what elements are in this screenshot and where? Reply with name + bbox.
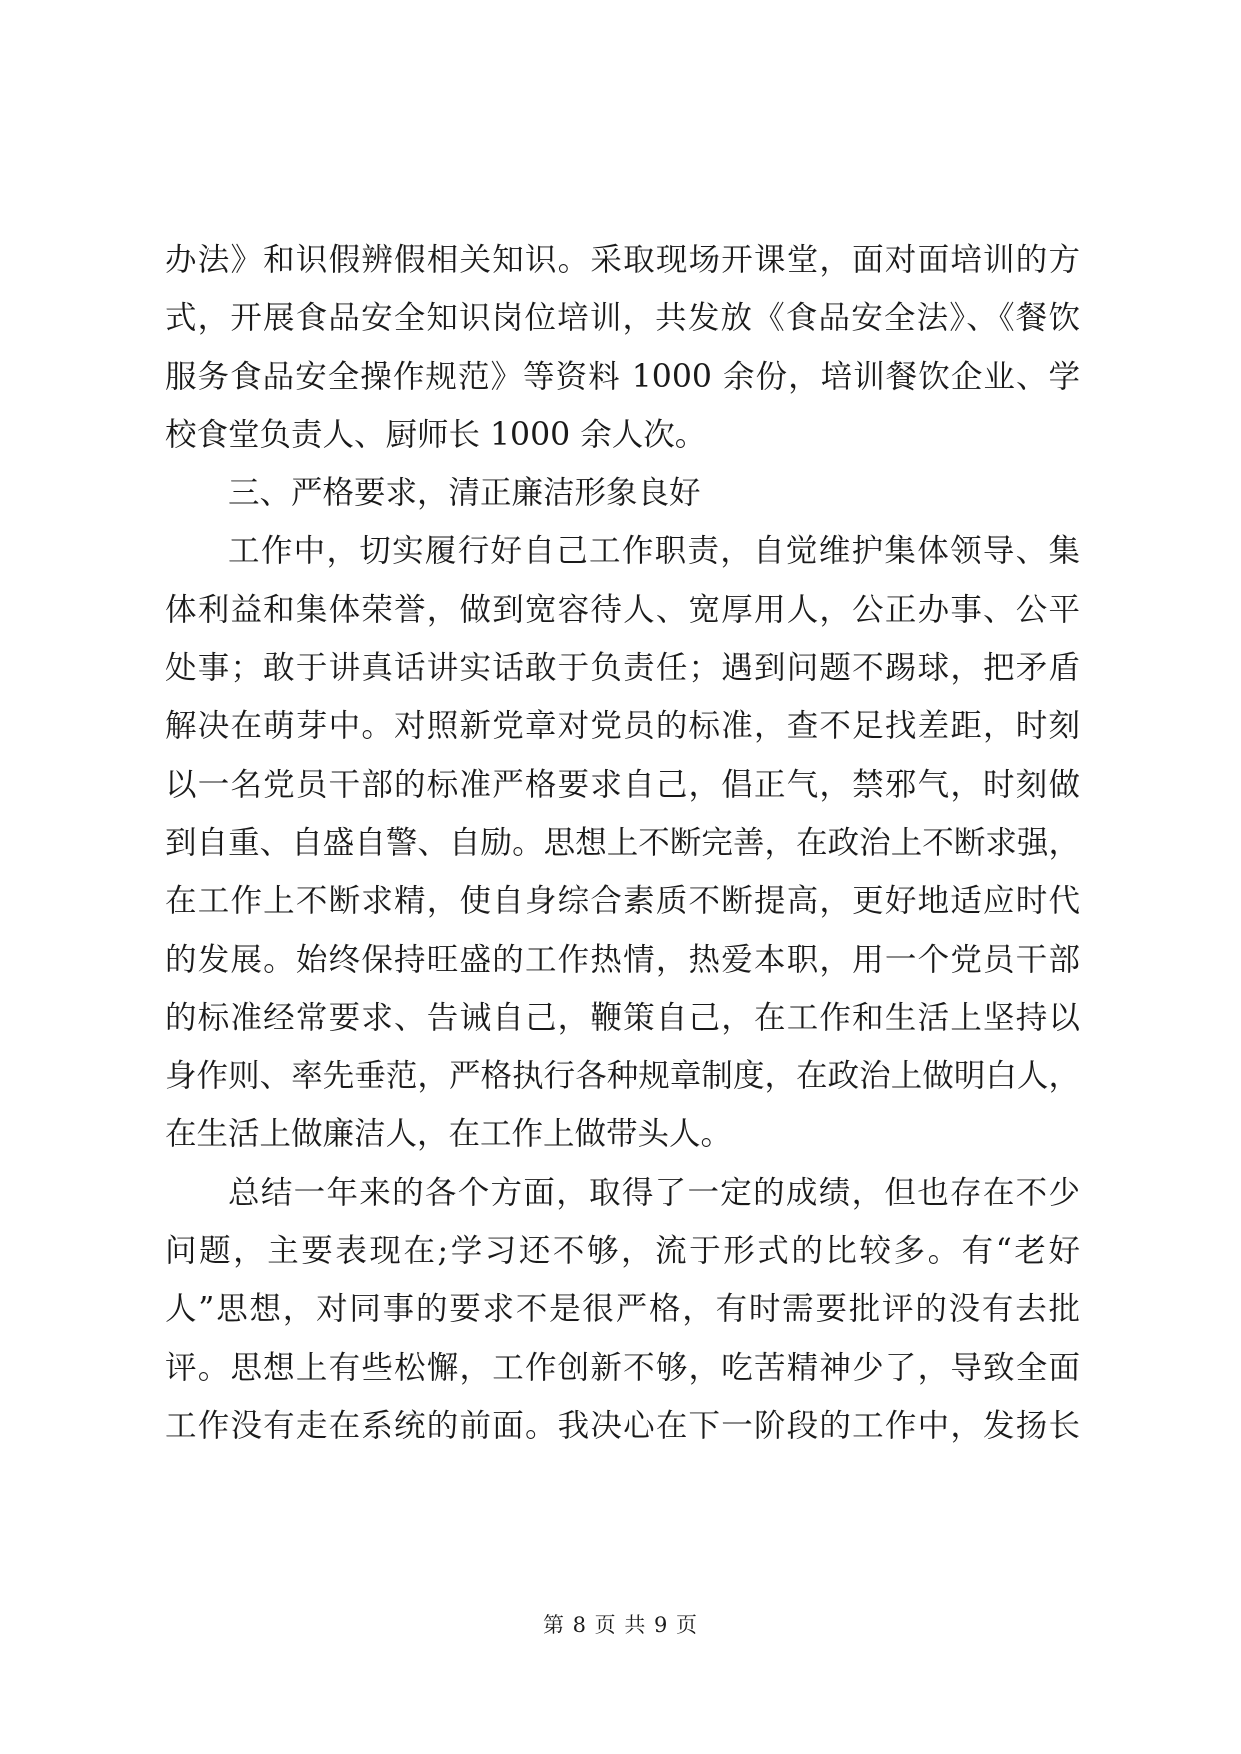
section-heading: 三、严格要求，清正廉洁形象良好 (228, 475, 701, 512)
text-line: 问题，主要表现在;学习还不够，流于形式的比较多。有“老好 (165, 1233, 1080, 1270)
text-line: 总结一年来的各个方面，取得了一定的成绩，但也存在不少 (228, 1174, 1080, 1211)
text-line: 在工作上不断求精，使自身综合素质不断提高，更好地适应时代 (165, 883, 1080, 920)
text-line: 处事；敢于讲真话讲实话敢于负责任；遇到问题不踢球，把矛盾 (165, 650, 1080, 687)
text-line: 的发展。始终保持旺盛的工作热情，热爱本职，用一个党员干部 (165, 941, 1080, 978)
text-line: 式，开展食品安全知识岗位培训，共发放《食品安全法》、《餐饮 (165, 300, 1080, 337)
text-line: 校食堂负责人、厨师长 1000 余人次。 (165, 416, 707, 453)
page-number-footer: 第 8 页 共 9 页 (542, 1613, 699, 1637)
text-line: 解决在萌芽中。对照新党章对党员的标准，查不足找差距，时刻 (165, 708, 1080, 745)
document-body (165, 231, 1080, 1455)
text-line: 评。思想上有些松懈，工作创新不够，吃苦精神少了，导致全面 (165, 1349, 1080, 1386)
text-line: 身作则、率先垂范，严格执行各种规章制度，在政治上做明白人， (165, 1058, 1080, 1095)
text-line: 工作没有走在系统的前面。我决心在下一阶段的工作中，发扬长 (165, 1407, 1080, 1444)
text-line: 工作中，切实履行好自己工作职责，自觉维护集体领导、集 (228, 533, 1080, 570)
text-line: 到自重、自盛自警、自励。思想上不断完善，在政治上不断求强， (165, 824, 1080, 861)
text-line: 以一名党员干部的标准严格要求自己，倡正气，禁邪气，时刻做 (165, 766, 1080, 803)
text-line: 办法》和识假辨假相关知识。采取现场开课堂，面对面培训的方 (165, 242, 1080, 278)
text-line: 在生活上做廉洁人，在工作上做带头人。 (165, 1116, 733, 1153)
text-line: 人”思想，对同事的要求不是很严格，有时需要批评的没有去批 (165, 1291, 1080, 1328)
text-line: 的标准经常要求、告诫自己，鞭策自己，在工作和生活上坚持以 (165, 999, 1080, 1036)
text-line: 服务食品安全操作规范》等资料 1000 余份，培训餐饮企业、学 (165, 358, 1080, 395)
text-line: 体利益和集体荣誉，做到宽容待人、宽厚用人，公正办事、公平 (165, 591, 1080, 628)
